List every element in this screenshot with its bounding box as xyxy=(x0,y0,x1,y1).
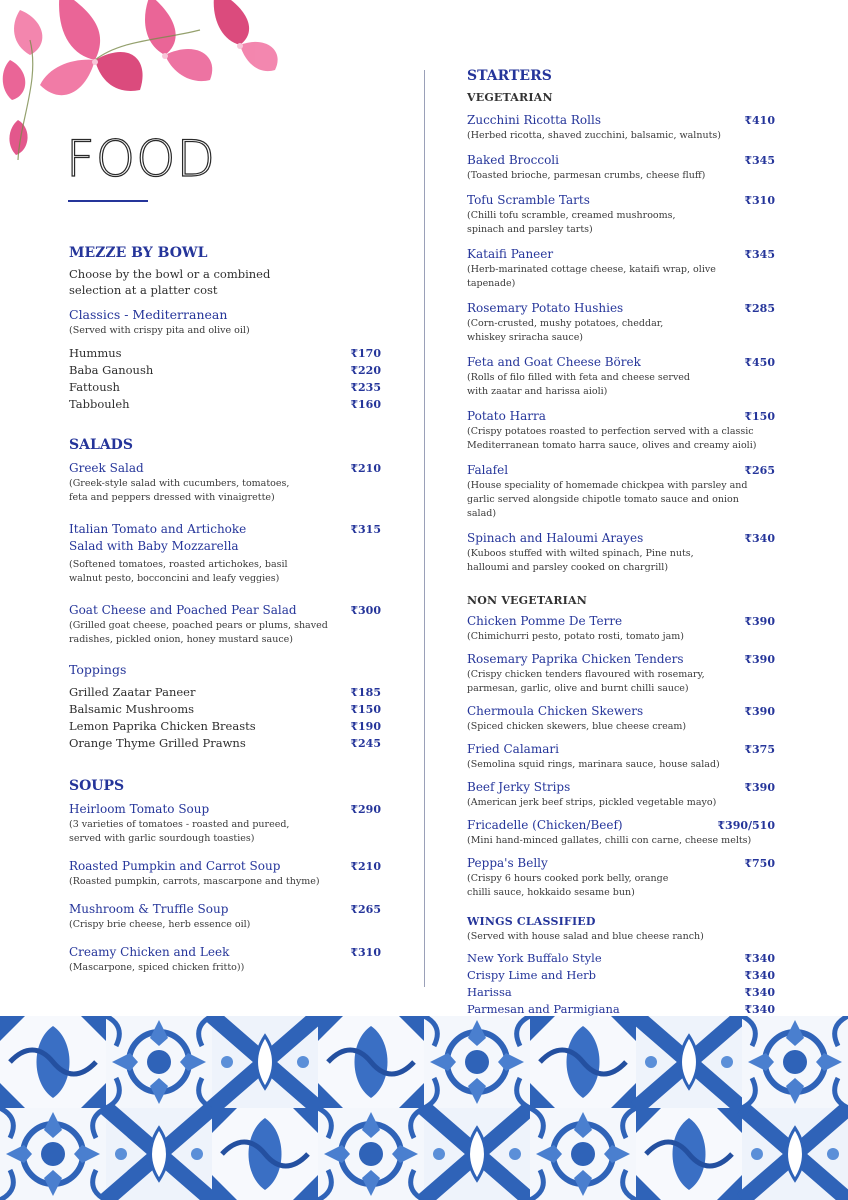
menu-row xyxy=(69,684,381,701)
vegetarian-subtitle: VEGETARIAN xyxy=(467,91,553,104)
item-price: ₹185 xyxy=(350,686,381,699)
item-name: Peppa's Belly xyxy=(467,856,548,870)
item-name: Grilled Zaatar Paneer xyxy=(69,685,196,699)
menu-item xyxy=(467,408,775,453)
item-price: ₹390/510 xyxy=(717,819,775,832)
item-name: Lemon Paprika Chicken Breasts xyxy=(69,719,256,733)
menu-row xyxy=(467,967,775,984)
item-description: (Greek-style salad with cucumbers, tomatoes, xyxy=(69,478,290,489)
item-price: ₹190 xyxy=(350,720,381,733)
item-price: ₹170 xyxy=(350,347,381,360)
item-description: spinach and parsley tarts) xyxy=(467,224,593,235)
item-description: walnut pesto, bocconcini and leafy veggies) xyxy=(69,573,280,584)
item-price: ₹300 xyxy=(350,604,381,617)
item-description: (Rolls of filo filled with feta and cheese served xyxy=(467,372,691,383)
item-price: ₹340 xyxy=(744,969,775,982)
item-name: Salad with Baby Mozzarella xyxy=(69,539,239,553)
item-price: ₹310 xyxy=(350,946,381,959)
menu-row xyxy=(69,362,381,379)
item-name: Crispy Lime and Herb xyxy=(467,968,597,982)
item-description: whiskey sriracha sauce) xyxy=(467,332,584,343)
item-description: (Chimichurri pesto, potato rosti, tomato jam) xyxy=(467,631,684,642)
item-price: ₹410 xyxy=(744,114,775,127)
menu-item xyxy=(467,703,775,734)
item-name: Zucchini Ricotta Rolls xyxy=(467,113,601,127)
item-description: (Semolina squid rings, marinara sauce, house salad) xyxy=(467,759,720,770)
item-description: (Toasted brioche, parmesan crumbs, cheese fluff) xyxy=(467,170,706,181)
classics-note: (Served with crispy pita and olive oil) xyxy=(69,325,250,336)
item-description: Mediterranean tomato harra sauce, olives and creamy aioli) xyxy=(467,440,757,451)
item-name: Potato Harra xyxy=(467,409,546,423)
menu-row xyxy=(467,984,775,1001)
item-price: ₹210 xyxy=(350,462,381,475)
menu-item xyxy=(467,112,775,143)
item-price: ₹340 xyxy=(744,952,775,965)
item-price: ₹345 xyxy=(744,248,775,261)
menu-row xyxy=(69,379,381,396)
item-name: Hummus xyxy=(69,346,122,360)
menu-item xyxy=(467,354,775,399)
menu-item xyxy=(467,530,775,575)
item-name: Feta and Goat Cheese Börek xyxy=(467,355,641,369)
menu-item xyxy=(69,801,381,846)
title-underline xyxy=(68,200,148,202)
item-name: Rosemary Potato Hushies xyxy=(467,301,624,315)
item-description: (Mini hand-minced gallates, chilli con carne, cheese melts) xyxy=(467,835,752,846)
non-vegetarian-subtitle: NON VEGETARIAN xyxy=(467,594,588,607)
item-description: chilli sauce, hokkaido sesame bun) xyxy=(467,887,635,898)
mezze-intro: Choose by the bowl or a combined xyxy=(69,267,271,281)
item-name: Italian Tomato and Artichoke xyxy=(69,522,247,536)
item-description: garlic served alongside chipotle tomato sauce and onion salad) xyxy=(467,494,739,519)
azulejo-tile-border-image xyxy=(0,1016,848,1200)
salads-section-title: SALADS xyxy=(69,437,133,453)
item-name: Goat Cheese and Poached Pear Salad xyxy=(69,603,297,617)
item-name: Heirloom Tomato Soup xyxy=(69,802,210,816)
menu-item xyxy=(467,651,775,696)
item-price: ₹160 xyxy=(350,398,381,411)
item-price: ₹390 xyxy=(744,781,775,794)
item-description: (Softened tomatoes, roasted artichokes, basil xyxy=(69,559,288,570)
item-price: ₹340 xyxy=(744,532,775,545)
item-name: Chermoula Chicken Skewers xyxy=(467,704,644,718)
item-description: (Crispy chicken tenders flavoured with rosemary, xyxy=(467,669,705,680)
soups-section-title: SOUPS xyxy=(69,778,125,794)
item-name: Greek Salad xyxy=(69,461,144,475)
item-name: Mushroom & Truffle Soup xyxy=(69,902,229,916)
item-price: ₹150 xyxy=(744,410,775,423)
item-price: ₹750 xyxy=(744,857,775,870)
wings-subtitle: WINGS CLASSIFIED xyxy=(467,915,596,928)
item-name: Creamy Chicken and Leek xyxy=(69,945,230,959)
item-price: ₹375 xyxy=(744,743,775,756)
menu-item xyxy=(467,741,775,772)
item-description: feta and peppers dressed with vinaigrette) xyxy=(69,492,275,503)
menu-row xyxy=(69,718,381,735)
menu-item xyxy=(69,602,381,647)
menu-item xyxy=(467,246,775,291)
starters-section-title: STARTERS xyxy=(467,68,552,84)
item-price: ₹340 xyxy=(744,1003,775,1016)
menu-item xyxy=(467,462,775,521)
item-name: Balsamic Mushrooms xyxy=(69,702,195,716)
item-name: Spinach and Haloumi Arayes xyxy=(467,531,644,545)
item-price: ₹450 xyxy=(744,356,775,369)
item-description: (Crispy potatoes roasted to perfection served with a classic xyxy=(467,426,754,437)
mezze-section-title: MEZZE BY BOWL xyxy=(69,245,208,261)
item-name: Tofu Scramble Tarts xyxy=(467,193,590,207)
item-description: (Kuboos stuffed with wilted spinach, Pine nuts, xyxy=(467,548,694,559)
item-description: (Mascarpone, spiced chicken fritto)) xyxy=(69,962,245,973)
item-price: ₹315 xyxy=(350,523,381,536)
menu-item xyxy=(467,817,775,848)
item-price: ₹235 xyxy=(350,381,381,394)
item-description: parmesan, garlic, olive and burnt chilli sauce) xyxy=(467,683,689,694)
item-price: ₹150 xyxy=(350,703,381,716)
item-name: Baba Ganoush xyxy=(69,363,154,377)
item-description: (House speciality of homemade chickpea with parsley and xyxy=(467,480,748,491)
item-price: ₹310 xyxy=(744,194,775,207)
menu-row xyxy=(69,396,381,413)
item-name: Fattoush xyxy=(69,380,120,394)
menu-item xyxy=(69,944,381,975)
item-description: (American jerk beef strips, pickled vegetable mayo) xyxy=(467,797,717,808)
item-description: served with garlic sourdough toasties) xyxy=(69,833,255,844)
vegetarian-list xyxy=(467,112,775,575)
column-divider xyxy=(424,70,425,987)
page-title: FOOD xyxy=(66,130,216,188)
menu-row xyxy=(69,735,381,752)
item-price: ₹210 xyxy=(350,860,381,873)
item-price: ₹290 xyxy=(350,803,381,816)
item-name: Beef Jerky Strips xyxy=(467,780,571,794)
item-name: Baked Broccoli xyxy=(467,153,559,167)
right-column xyxy=(467,66,775,1018)
item-price: ₹390 xyxy=(744,653,775,666)
menu-item xyxy=(467,300,775,345)
item-price: ₹345 xyxy=(744,154,775,167)
non-vegetarian-list xyxy=(467,613,775,900)
item-name: Roasted Pumpkin and Carrot Soup xyxy=(69,859,281,873)
mezze-intro: selection at a platter cost xyxy=(69,283,218,297)
item-price: ₹390 xyxy=(744,615,775,628)
item-description: halloumi and parsley cooked on chargrill) xyxy=(467,562,669,573)
item-name: Kataifi Paneer xyxy=(467,247,554,261)
menu-row xyxy=(69,345,381,362)
item-name: Falafel xyxy=(467,463,509,477)
wings-list xyxy=(467,950,775,1018)
item-name: Chicken Pomme De Terre xyxy=(467,614,623,628)
item-name: Parmesan and Parmigiana xyxy=(467,1002,620,1016)
toppings-title: Toppings xyxy=(69,662,127,677)
left-column xyxy=(69,243,381,975)
item-price: ₹220 xyxy=(350,364,381,377)
item-name: Fried Calamari xyxy=(467,742,559,756)
menu-row xyxy=(69,701,381,718)
item-description: (Crispy 6 hours cooked pork belly, orange xyxy=(467,873,669,884)
menu-item xyxy=(69,460,381,505)
item-name: Harissa xyxy=(467,985,512,999)
menu-item xyxy=(69,901,381,932)
item-price: ₹340 xyxy=(744,986,775,999)
item-description: with zaatar and harissa aioli) xyxy=(467,386,608,397)
item-description: (Herb-marinated cottage cheese, kataifi wrap, olive tapenade) xyxy=(467,264,716,289)
item-description: (Grilled goat cheese, poached pears or plums, shaved xyxy=(69,620,328,631)
menu-row xyxy=(467,950,775,967)
item-name: Orange Thyme Grilled Prawns xyxy=(69,736,246,750)
wings-note: (Served with house salad and blue cheese ranch) xyxy=(467,931,704,942)
menu-item xyxy=(467,855,775,900)
item-description: radishes, pickled onion, honey mustard sauce) xyxy=(69,634,293,645)
toppings-list xyxy=(69,684,381,752)
item-description: (Corn-crusted, mushy potatoes, cheddar, xyxy=(467,318,664,329)
menu-item xyxy=(467,779,775,810)
item-name: New York Buffalo Style xyxy=(467,951,602,965)
item-description: (3 varieties of tomatoes - roasted and pureed, xyxy=(69,819,290,830)
menu-item xyxy=(467,192,775,237)
mezze-list xyxy=(69,345,381,413)
item-description: (Spiced chicken skewers, blue cheese cream) xyxy=(467,721,687,732)
menu-item xyxy=(69,858,381,889)
classics-title: Classics - Mediterranean xyxy=(69,307,228,322)
item-name: Tabbouleh xyxy=(69,397,130,411)
menu-item xyxy=(467,613,775,644)
item-price: ₹285 xyxy=(744,302,775,315)
item-description: (Chilli tofu scramble, creamed mushrooms, xyxy=(467,210,676,221)
item-price: ₹245 xyxy=(350,737,381,750)
menu-item xyxy=(69,521,381,586)
item-name: Fricadelle (Chicken/Beef) xyxy=(467,818,623,832)
item-description: (Roasted pumpkin, carrots, mascarpone and thyme) xyxy=(69,876,320,887)
item-price: ₹265 xyxy=(350,903,381,916)
menu-item xyxy=(467,152,775,183)
item-description: (Crispy brie cheese, herb essence oil) xyxy=(69,919,251,930)
item-description: (Herbed ricotta, shaved zucchini, balsamic, walnuts) xyxy=(467,130,721,141)
item-name: Rosemary Paprika Chicken Tenders xyxy=(467,652,684,666)
item-price: ₹390 xyxy=(744,705,775,718)
item-price: ₹265 xyxy=(744,464,775,477)
